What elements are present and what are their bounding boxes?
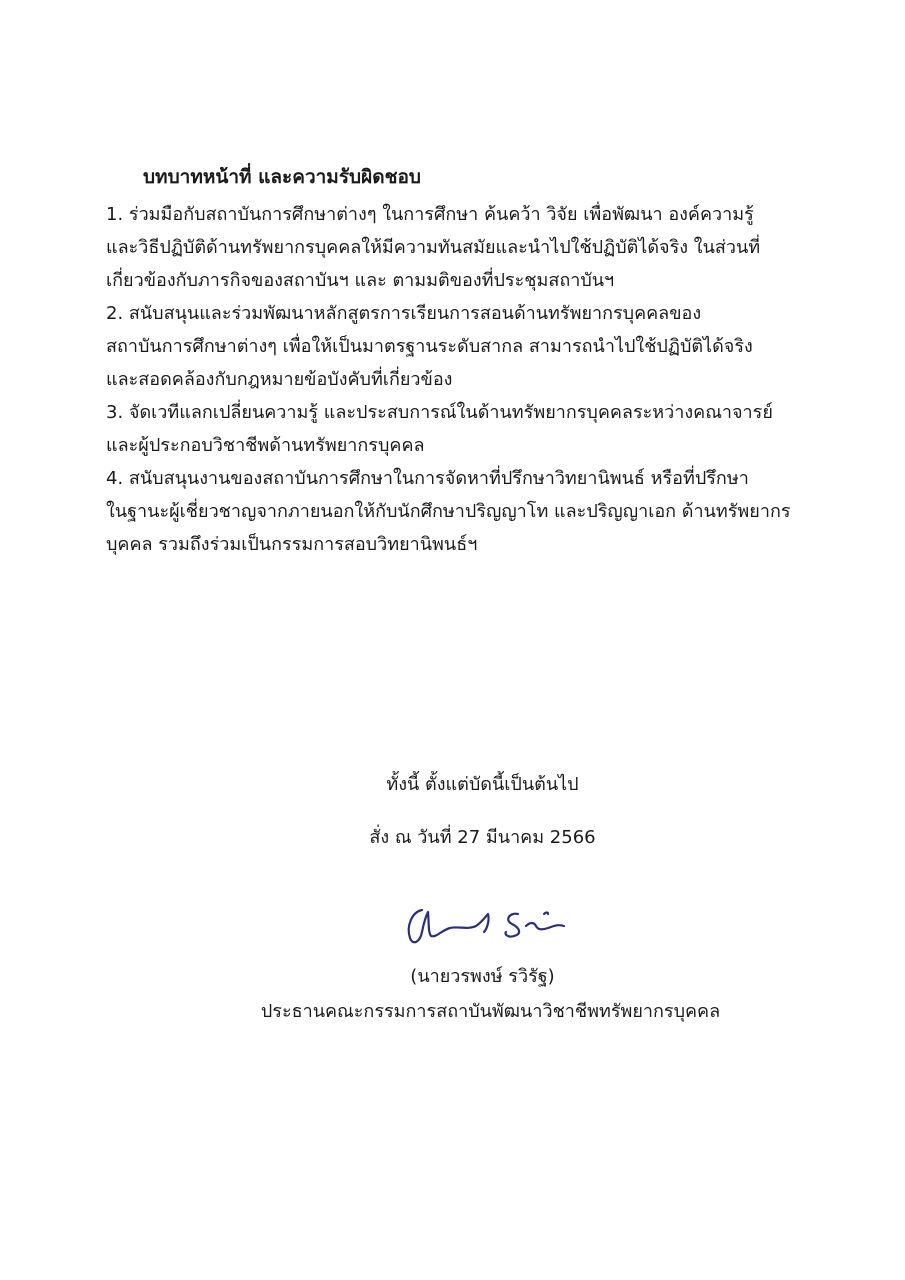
signer-title: ประธานคณะกรรมการสถาบันพัฒนาวิชาชีพทรัพยากรบุคคล [260, 1001, 721, 1022]
body-line: 3. จัดเวทีแลกเปลี่ยนความรู้ และประสบการณ์ในด้านทรัพยากรบุคคลระหว่างคณาจารย์ [106, 402, 773, 423]
body-line: บุคคล รวมถึงร่วมเป็นกรรมการสอบวิทยานิพนธ์ฯ [106, 534, 478, 555]
responsibilities-list [106, 198, 826, 561]
body-line: และสอดคล้องกับกฎหมายข้อบังคับที่เกี่ยวข้อง [106, 369, 453, 390]
signer-name: (นายวรพงษ์ รวิรัฐ) [410, 966, 555, 987]
body-line: 1. ร่วมมือกับสถาบันการศึกษาต่างๆ ในการศึกษา ค้นคว้า วิจัย เพื่อพัฒนา องค์ความรู้ [106, 204, 754, 225]
order-date: สั่ง ณ วันที่ 27 มีนาคม 2566 [369, 827, 596, 848]
body-line: และวิธีปฏิบัติด้านทรัพยากรบุคคลให้มีความทันสมัยและนำไปใช้ปฏิบัติได้จริง ในส่วนที่ [106, 237, 761, 258]
body-line: สถาบันการศึกษาต่างๆ เพื่อให้เป็นมาตรฐานระดับสากล สามารถนำไปใช้ปฏิบัติได้จริง [106, 336, 753, 357]
section-heading: บทบาทหน้าที่ และความรับผิดชอบ [143, 166, 421, 188]
handwritten-signature [398, 892, 568, 956]
body-line: 4. สนับสนุนงานของสถาบันการศึกษาในการจัดหาที่ปรึกษาวิทยานิพนธ์ หรือที่ปรึกษา [106, 468, 749, 489]
body-line: ในฐานะผู้เชี่ยวชาญจากภายนอกให้กับนักศึกษาปริญญาโท และปริญญาเอก ด้านทรัพยากร [106, 501, 791, 522]
body-line: และผู้ประกอบวิชาชีพด้านทรัพยากรบุคคล [106, 435, 425, 456]
body-line: 2. สนับสนุนและร่วมพัฒนาหลักสูตรการเรียนการสอนด้านทรัพยากรบุคคลของ [106, 303, 702, 324]
effective-statement: ทั้งนี้ ตั้งแต่บัดนี้เป็นต้นไป [386, 774, 579, 795]
body-line: เกี่ยวข้องกับภารกิจของสถาบันฯ และ ตามมติของที่ประชุมสถาบันฯ [106, 270, 615, 291]
